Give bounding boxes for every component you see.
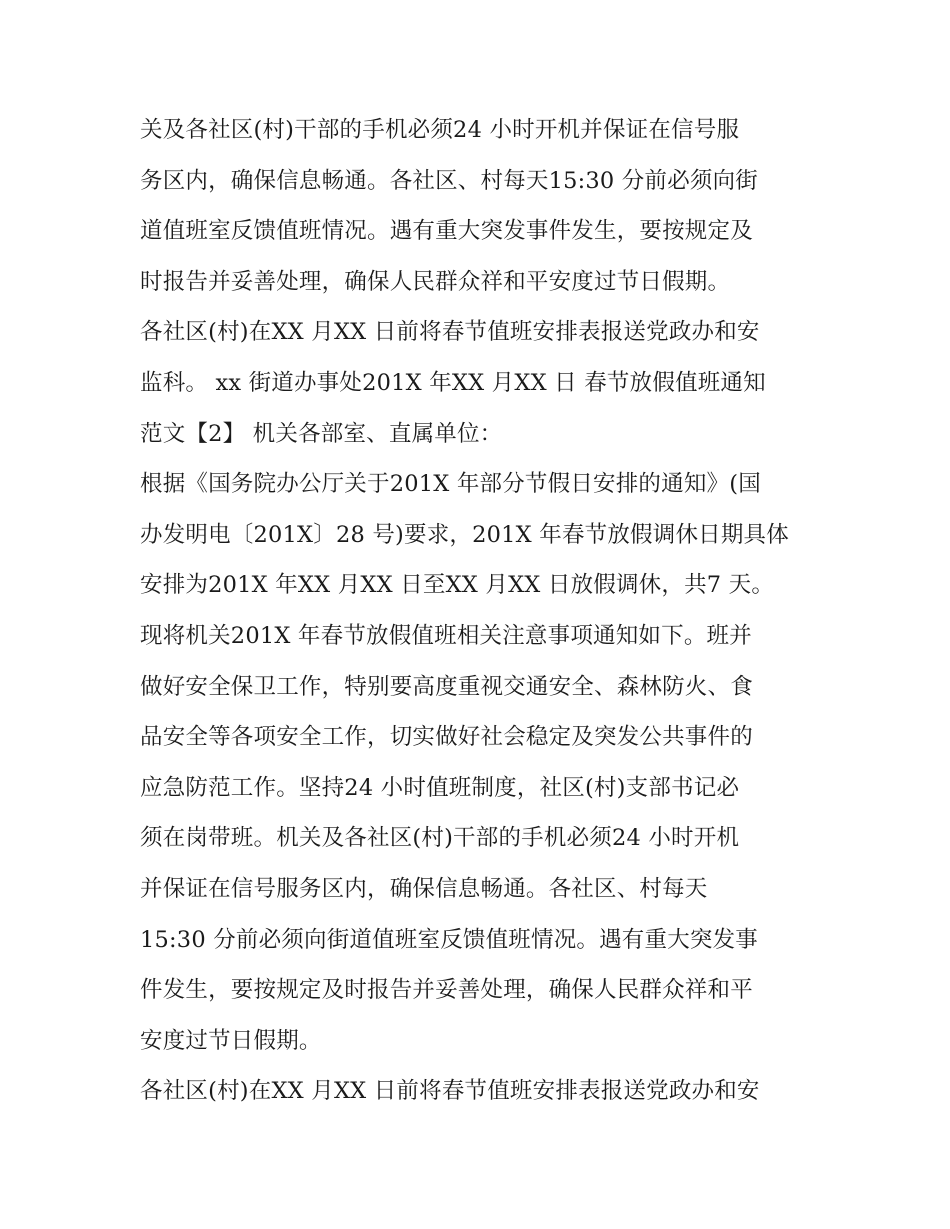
text-line: 时报告并妥善处理，确保人民群众祥和平安度过节日假期。 <box>140 269 731 295</box>
text-line: 并保证在信号服务区内，确保信息畅通。各社区、村每天 <box>140 876 708 902</box>
text-line: 现将机关201X 年春节放假值班相关注意事项通知如下。班并 <box>140 623 752 649</box>
text-line: 应急防范工作。坚持24 小时值班制度，社区(村)支部书记必 <box>140 775 740 801</box>
text-line: 办发明电〔201X〕28 号)要求，201X 年春节放假调休日期具体 <box>140 522 789 548</box>
text-line: 根据《国务院办公厅关于201X 年部分节假日安排的通知》(国 <box>140 471 761 497</box>
text-line: 道值班室反馈值班情况。遇有重大突发事件发生，要按规定及 <box>140 218 753 244</box>
text-line: 做好安全保卫工作，特别要高度重视交通安全、森林防火、食 <box>140 674 753 700</box>
text-line: 安排为201X 年XX 月XX 日至XX 月XX 日放假调休，共7 天。 <box>140 572 775 598</box>
text-line: 各社区(村)在XX 月XX 日前将春节值班安排表报送党政办和安 <box>140 319 760 345</box>
text-line: 15:30 分前必须向街道值班室反馈值班情况。遇有重大突发事 <box>140 927 758 953</box>
text-line: 务区内，确保信息畅通。各社区、村每天15:30 分前必须向街 <box>140 168 758 194</box>
text-line: 各社区(村)在XX 月XX 日前将春节值班安排表报送党政办和安 <box>140 1078 760 1104</box>
text-line: 品安全等各项安全工作，切实做好社会稳定及突发公共事件的 <box>140 724 753 750</box>
text-line: 安度过节日假期。 <box>140 1028 322 1054</box>
text-line: 须在岗带班。机关及各社区(村)干部的手机必须24 小时开机 <box>140 825 740 851</box>
text-line: 监科。 xx 街道办事处201X 年XX 月XX 日 春节放假值班通知 <box>140 370 766 396</box>
text-line: 范文【2】 机关各部室、直属单位： <box>140 421 503 447</box>
text-line: 件发生，要按规定及时报告并妥善处理，确保人民群众祥和平 <box>140 977 753 1003</box>
text-line: 关及各社区(村)干部的手机必须24 小时开机并保证在信号服 <box>140 117 740 143</box>
